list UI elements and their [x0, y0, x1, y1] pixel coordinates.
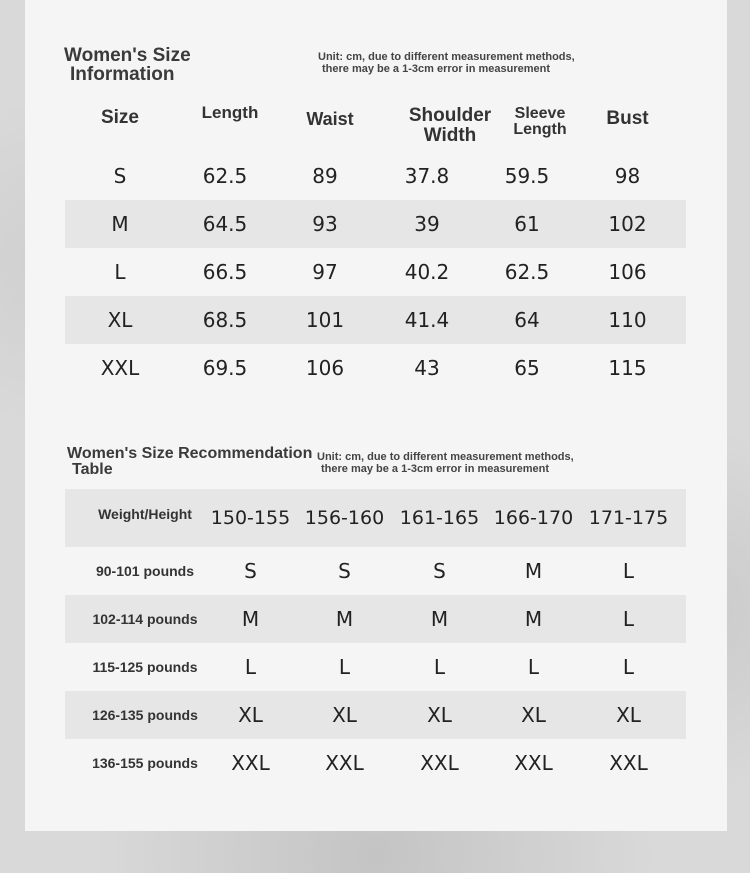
- table-cell: S: [244, 559, 257, 583]
- header-height-2: 156-160: [304, 507, 385, 529]
- table-cell: 98: [614, 164, 641, 188]
- table-cell: 61: [514, 212, 540, 236]
- table-row: [65, 344, 686, 392]
- table-cell: S: [338, 559, 351, 583]
- table-cell: XL: [332, 703, 357, 727]
- table-cell: M: [524, 559, 543, 583]
- table-cell: L: [622, 655, 635, 679]
- table-cell: 89: [312, 164, 338, 188]
- table-cell: 37.8: [404, 164, 450, 188]
- weight-range-cell: 115-125 pounds: [92, 658, 198, 675]
- size-info-header-row: [65, 94, 686, 152]
- header-height-3: 161-165: [399, 507, 480, 529]
- table-cell: 106: [305, 356, 345, 380]
- weight-range-cell: 102-114 pounds: [92, 610, 198, 627]
- size-rec-title-line1: Women's Size Recommendation: [67, 445, 313, 462]
- table-cell: S: [433, 559, 446, 583]
- table-cell: XL: [238, 703, 263, 727]
- header-length: Length: [201, 103, 259, 122]
- table-row: [65, 152, 686, 200]
- table-cell: L: [527, 655, 540, 679]
- table-cell: XL: [521, 703, 546, 727]
- table-cell: S: [113, 164, 127, 188]
- table-cell: 93: [312, 212, 338, 236]
- table-cell: 101: [305, 308, 345, 332]
- table-cell: XXL: [231, 751, 270, 775]
- table-row: [65, 643, 686, 691]
- table-cell: 97: [312, 260, 338, 284]
- size-info-unit-note: [318, 51, 575, 75]
- table-cell: 110: [608, 308, 647, 332]
- size-rec-note-line1: Unit: cm, due to different measurement methods,: [317, 451, 574, 463]
- size-info-body: [65, 152, 686, 392]
- table-cell: M: [241, 607, 260, 631]
- size-rec-unit-note: [317, 451, 574, 475]
- table-cell: 62.5: [202, 164, 248, 188]
- size-info-title-line1: Women's Size: [64, 45, 191, 66]
- weight-range-cell: 126-135 pounds: [92, 706, 198, 723]
- header-height-4: 166-170: [493, 507, 574, 529]
- table-cell: 64: [514, 308, 540, 332]
- table-cell: XXL: [514, 751, 553, 775]
- size-rec-title-line2: Table: [72, 461, 113, 478]
- table-cell: L: [622, 559, 635, 583]
- size-info-title: [64, 46, 191, 84]
- table-cell: L: [433, 655, 446, 679]
- table-cell: L: [338, 655, 351, 679]
- table-cell: 115: [608, 356, 647, 380]
- header-sleeve-length: Sleeve Length: [513, 105, 567, 138]
- table-row: [65, 595, 686, 643]
- table-cell: M: [335, 607, 354, 631]
- table-cell: 68.5: [202, 308, 248, 332]
- size-rec-body: [65, 547, 686, 787]
- table-cell: XXL: [100, 356, 140, 380]
- header-bust: Bust: [606, 108, 649, 129]
- table-cell: 64.5: [202, 212, 248, 236]
- table-row: [65, 547, 686, 595]
- table-cell: M: [430, 607, 449, 631]
- header-size: Size: [100, 107, 140, 128]
- table-row: [65, 248, 686, 296]
- table-cell: XL: [427, 703, 452, 727]
- size-info-title-line2: Information: [70, 64, 175, 85]
- size-rec-header-row: [65, 489, 686, 547]
- table-cell: 102: [608, 212, 647, 236]
- table-row: [65, 691, 686, 739]
- table-row: [65, 200, 686, 248]
- table-cell: L: [622, 607, 635, 631]
- table-row: [65, 739, 686, 787]
- size-rec-table: [65, 489, 686, 787]
- table-cell: M: [524, 607, 543, 631]
- table-cell: XXL: [420, 751, 459, 775]
- header-shoulder-width: Shoulder Width: [408, 105, 492, 146]
- table-cell: XL: [616, 703, 641, 727]
- size-rec-title: [67, 446, 312, 478]
- size-rec-note-line2: there may be a 1-3cm error in measurement: [321, 463, 550, 475]
- size-info-note-line2: there may be a 1-3cm error in measurement: [322, 63, 551, 75]
- header-height-1: 150-155: [210, 507, 291, 529]
- table-cell: 59.5: [504, 164, 550, 188]
- table-cell: 69.5: [202, 356, 248, 380]
- table-cell: 41.4: [404, 308, 450, 332]
- table-row: [65, 296, 686, 344]
- table-cell: 39: [414, 212, 440, 236]
- table-cell: 62.5: [504, 260, 550, 284]
- table-cell: 40.2: [404, 260, 450, 284]
- header-waist: Waist: [306, 109, 354, 129]
- table-cell: XL: [107, 308, 133, 332]
- header-height-5: 171-175: [588, 507, 669, 529]
- table-cell: XXL: [325, 751, 364, 775]
- table-cell: L: [244, 655, 257, 679]
- table-cell: M: [111, 212, 129, 236]
- table-cell: XXL: [609, 751, 648, 775]
- weight-range-cell: 90-101 pounds: [95, 562, 195, 579]
- table-cell: L: [114, 260, 126, 284]
- table-cell: 43: [414, 356, 440, 380]
- size-info-note-line1: Unit: cm, due to different measurement methods,: [318, 51, 575, 63]
- table-cell: 106: [608, 260, 647, 284]
- table-cell: 65: [514, 356, 540, 380]
- header-weight-height: Weight/Height: [98, 506, 192, 522]
- weight-range-cell: 136-155 pounds: [92, 754, 198, 771]
- size-info-table: [65, 94, 686, 392]
- table-cell: 66.5: [202, 260, 248, 284]
